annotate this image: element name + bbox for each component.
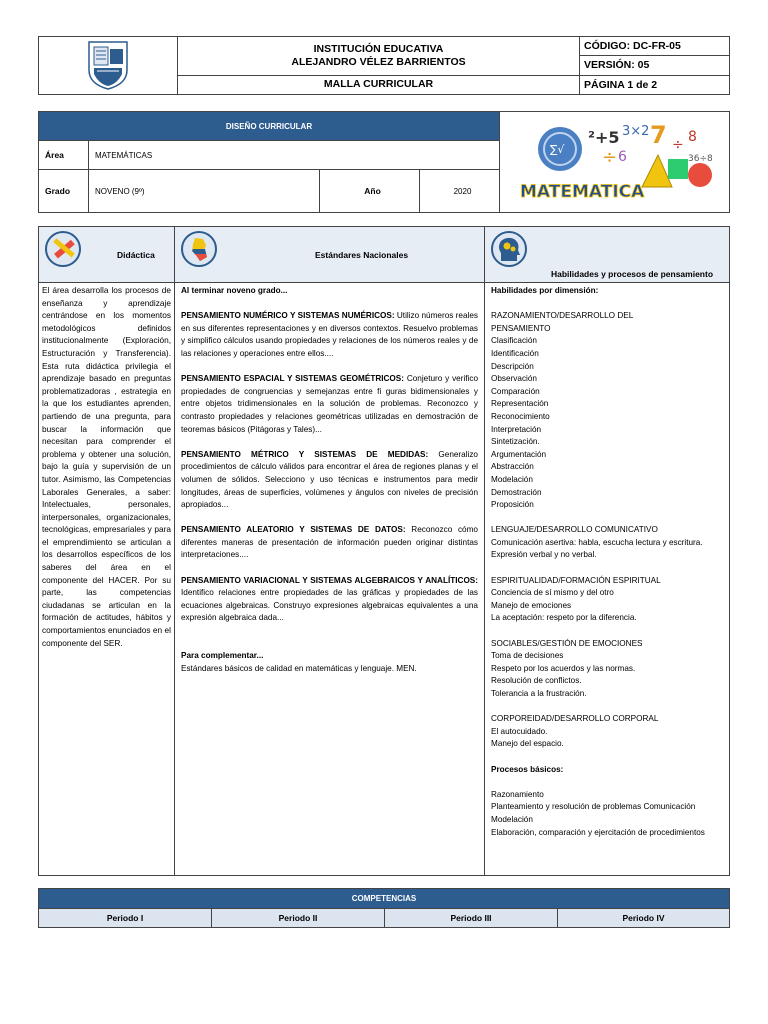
grade-label: Grado [39, 170, 89, 213]
svg-text:∑√: ∑√ [550, 143, 565, 156]
list-item: Manejo de emociones [491, 600, 572, 610]
estandares-header [175, 227, 485, 283]
dim5-title: CORPOREIDAD/DESARROLLO CORPORAL [491, 714, 659, 724]
list-item: Interpretación [491, 424, 542, 434]
math-banner-cell [500, 112, 730, 213]
svg-text:6: 6 [618, 149, 627, 165]
list-item: Modelación [491, 814, 533, 824]
year-value: 2020 [420, 170, 500, 213]
list-item: La aceptación: respeto por la diferencia. [491, 613, 637, 623]
list-item: Sintetización. [491, 437, 540, 447]
period-header: Periodo II [212, 909, 385, 928]
school-logo-cell [39, 37, 178, 95]
period-header: Periodo III [385, 909, 558, 928]
institution-name: INSTITUCIÓN EDUCATIVA [313, 42, 444, 55]
habilidades-subheading: Habilidades por dimensión: [491, 286, 599, 295]
svg-text:8: 8 [688, 129, 697, 145]
list-item: Representación [491, 399, 549, 409]
procesos-heading: Procesos básicos: [491, 764, 564, 774]
complement-text: Estándares básicos de calidad en matemáticas y lenguaje. MEN. [181, 663, 417, 673]
estandar-block: PENSAMIENTO NUMÉRICO Y SISTEMAS NUMÉRICOS: Utilizo números reales en sus diferentes representaciones y en diversos contextos. Resuelvo problemas y simplifico cálculos usando propiedades y relaciones de los números reales y de las relaciones y operaciones entre ellos.... [181, 311, 478, 358]
list-item: Argumentación [491, 449, 547, 459]
list-item: Modelación [491, 474, 533, 484]
curricular-design-title: DISEÑO CURRICULAR [39, 112, 500, 141]
math-banner-image [502, 115, 726, 207]
estandares-title: Estándares Nacionales [315, 250, 409, 260]
dim2-title: LENGUAJE/DESARROLLO COMUNICATIVO [491, 525, 658, 535]
dim2-item: Expresión verbal y no verbal. [491, 550, 597, 560]
school-name: ALEJANDRO VÉLEZ BARRIENTOS [291, 55, 466, 68]
list-item: Respeto por los acuerdos y las normas. [491, 663, 636, 673]
didactica-body [39, 283, 175, 876]
list-item: Resolución de conflictos. [491, 676, 582, 686]
list-item: Elaboración, comparación y ejercitación de procedimientos [491, 827, 705, 837]
list-item: Conciencia de sí mismo y del otro [491, 588, 614, 598]
doc-page: PÁGINA 1 de 2 [580, 75, 730, 94]
period-header: Periodo IV [558, 909, 730, 928]
list-item: Reconocimiento [491, 411, 550, 421]
habilidades-title: Habilidades y procesos de pensamiento [551, 269, 714, 279]
curricular-design-table [38, 111, 730, 213]
period-header: Periodo I [39, 909, 212, 928]
list-item: Planteamiento y resolución de problemas Comunicación [491, 802, 696, 812]
school-logo-icon [85, 40, 131, 90]
estandar-block: PENSAMIENTO ESPACIAL Y SISTEMAS GEOMÉTRICOS: Conjeturo y verifico propiedades de congruencias y semejanzas entre fi guras bidimensionales y entre objetos tridimensionales en la solución de problemas. Reconozco y contrasto propiedades y relaciones geométricas utilizadas en demostración de teoremas básicos (Pitágoras y Tales)... [181, 374, 478, 434]
competencias-table [38, 888, 730, 928]
list-item: Clasificación [491, 336, 537, 346]
document-header [38, 36, 730, 95]
list-item: Manejo del espacio. [491, 739, 564, 749]
list-item: Tolerancia a la frustración. [491, 689, 587, 698]
list-item: Descripción [491, 361, 534, 371]
list-item: Observación [491, 374, 537, 384]
pencil-ruler-icon [45, 231, 81, 267]
head-gears-icon [491, 231, 527, 267]
math-banner-text: MATEMATICA [520, 182, 645, 202]
estandares-intro: Al terminar noveno grado... [181, 286, 288, 295]
list-item: Comparación [491, 386, 540, 396]
list-item: Abstracción [491, 462, 534, 472]
institution-title [178, 37, 580, 76]
doc-title: MALLA CURRICULAR [178, 75, 580, 94]
estandar-block: PENSAMIENTO MÉTRICO Y SISTEMAS DE MEDIDAS: Generalizo procedimientos de cálculo válidos para encontrar el área de regiones planas y el volumen de sólidos. Selecciono y uso técnicas e instrumentos para medir longitudes, áreas de superficies, volúmenes y ángulos con niveles de precisión apropiados... [181, 449, 478, 510]
dim2-text: Comunicación asertiva: habla, escucha lectura y escritura. [491, 537, 703, 547]
list-item: Identificación [491, 348, 539, 358]
svg-text:7: 7 [650, 121, 667, 149]
svg-text:3×2: 3×2 [622, 124, 650, 139]
estandares-body [175, 283, 485, 876]
dim3-title: ESPIRITUALIDAD/FORMACIÓN ESPIRITUAL [491, 575, 661, 585]
competencias-title: COMPETENCIAS [39, 889, 730, 909]
doc-code: CÓDIGO: DC-FR-05 [580, 37, 730, 56]
habilidades-header [485, 227, 730, 283]
curriculum-columns [38, 226, 730, 876]
didactica-header [39, 227, 175, 283]
list-item: Demostración [491, 487, 542, 497]
grade-value: NOVENO (9º) [89, 170, 320, 213]
list-item: Razonamiento [491, 789, 544, 799]
list-item: Toma de decisiones [491, 651, 564, 661]
dim4-title: SOCIABLES/GESTIÓN DE EMOCIONES [491, 638, 643, 648]
estandar-block: PENSAMIENTO VARIACIONAL Y SISTEMAS ALGEBRAICOS Y ANALÍTICOS: Identifico relaciones entre propiedades de las gráficas y propiedades de las ecuaciones algebraicas. Construyo expresiones algebraicas equivalentes a una expresión algebraica dada... [181, 575, 478, 623]
svg-text:36÷8: 36÷8 [688, 154, 713, 164]
complement-heading: Para complementar... [181, 651, 264, 661]
svg-text:÷: ÷ [672, 137, 684, 153]
year-label: Año [320, 170, 420, 213]
area-label: Área [39, 141, 89, 170]
estandar-block: PENSAMIENTO ALEATORIO Y SISTEMAS DE DATOS: Reconozco cómo diferentes maneras de presentación de información pueden originar distintas interpretaciones.... [181, 525, 478, 560]
list-item: El autocuidado. [491, 726, 548, 736]
habilidades-body [485, 283, 730, 876]
colombia-map-icon [181, 231, 217, 267]
didactica-text: El área desarrolla los procesos de enseñanza y aprendizaje centrándose en los momentos metodológicos definidos institucionalmente (Exploración, Estructuración y Transferencia). Esta ruta didáctica privilegia el aprendizaje basado en preguntas problematizadoras , estrategia en la que los estudiantes aprenden, partiendo de una pregunta, para buscar la información que necesitan para comprender el problema y obtener una solución, bajo la guía y supervisión de un tutor. Asimismo, las Competencias Laborales Generales, a saber: Intelectuales, personales, interpersonales, organizacionales, tecnológicas, empresariales y para el emprendimiento se articulan a los desarrollos específicos de los saberes del área en el componente del HACER. Por su parte, las competencias ciudadanas se articulan en la formación de actitudes, hábitos y comportamientos enunciados en el componente del SER. [42, 285, 171, 648]
svg-text:²+5: ²+5 [588, 128, 620, 147]
dim1-title: RAZONAMIENTO/DESARROLLO DEL PENSAMIENTO [491, 311, 633, 333]
didactica-title: Didáctica [117, 250, 155, 260]
dim1-list [491, 335, 723, 511]
list-item: Proposición [491, 500, 534, 510]
area-value: MATEMÁTICAS [89, 141, 500, 170]
doc-version: VERSIÓN: 05 [580, 56, 730, 75]
svg-text:÷: ÷ [602, 147, 618, 168]
